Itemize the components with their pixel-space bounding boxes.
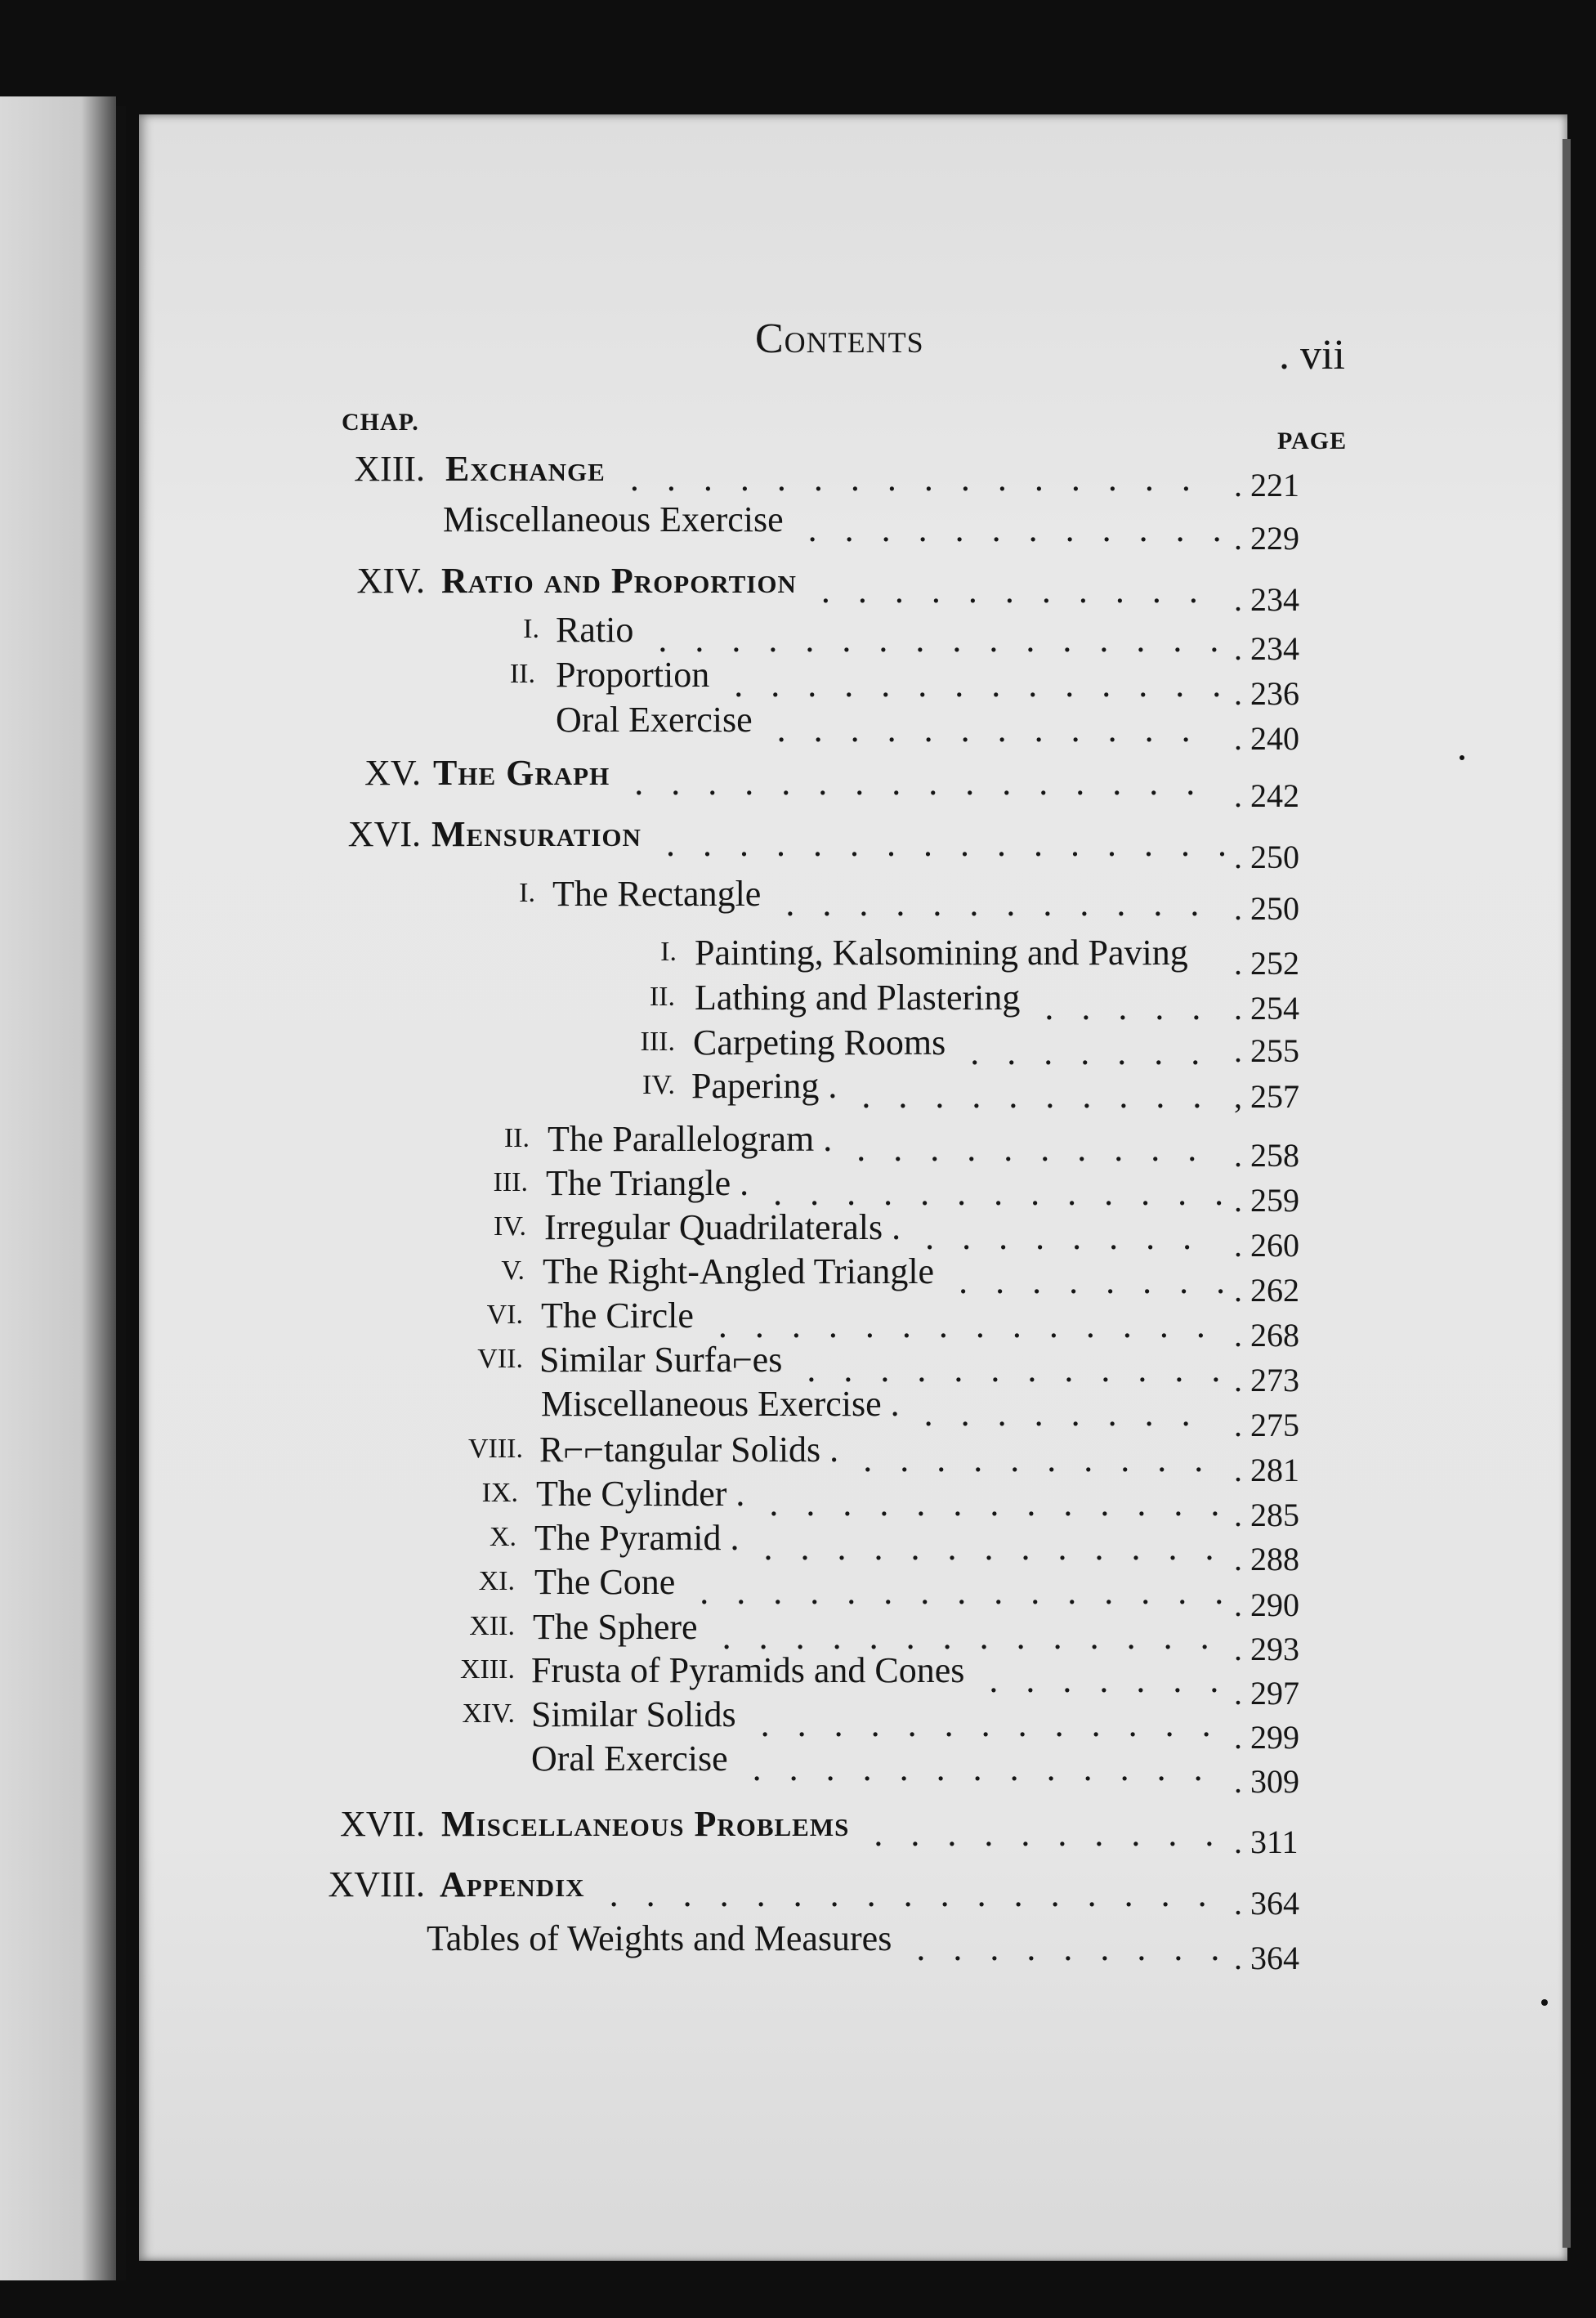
toc-entry-title: Mensuration xyxy=(431,814,642,854)
toc-entry-number: XIV. xyxy=(462,1698,515,1729)
toc-entry-page: . 252 xyxy=(1234,945,1299,982)
toc-entry-page: . 242 xyxy=(1234,777,1299,814)
toc-entry xyxy=(0,1339,1596,1398)
toc-entry-number: III. xyxy=(493,1167,528,1197)
toc-entry-page: . 259 xyxy=(1234,1182,1299,1219)
toc-entry xyxy=(0,1065,1596,1114)
toc-entry-title: The Cone xyxy=(534,1562,676,1602)
toc-entry xyxy=(0,448,1596,503)
toc-entry-title: The Graph xyxy=(433,753,610,793)
toc-entry-page: . 254 xyxy=(1234,990,1299,1027)
toc-entry-title: The Parallelogram . xyxy=(548,1119,833,1159)
toc-entry-number: XV. xyxy=(364,753,421,793)
toc-entry-number: XIII. xyxy=(354,449,425,489)
toc-entry-page: . 285 xyxy=(1234,1497,1299,1533)
toc-entry xyxy=(0,1118,1596,1174)
toc-entry xyxy=(0,1022,1596,1071)
toc-entry-number: I. xyxy=(523,614,539,644)
toc-entry-page: . 364 xyxy=(1234,1940,1299,1976)
toc-entry-title: The Triangle . xyxy=(546,1163,749,1203)
toc-entry xyxy=(0,699,1596,757)
toc-entry xyxy=(0,1251,1596,1309)
toc-entry-page: , 257 xyxy=(1234,1078,1299,1115)
leader-dots: ........ xyxy=(923,1394,1218,1434)
toc-entry-number: II. xyxy=(509,659,535,689)
toc-entry-number: VI. xyxy=(486,1300,523,1330)
toc-entry-page: . 236 xyxy=(1234,675,1299,712)
toc-entry-title: Appendix xyxy=(440,1864,585,1904)
toc-entry xyxy=(0,1694,1596,1756)
toc-entry-page: . 262 xyxy=(1234,1272,1299,1309)
toc-entry-number: XVII. xyxy=(340,1804,425,1844)
toc-entry-title: Carpeting Rooms xyxy=(693,1023,946,1063)
leader-dots: ............. xyxy=(773,1173,1252,1213)
leader-dots: .......... xyxy=(863,1439,1232,1479)
toc-entry-title: The Sphere xyxy=(533,1607,698,1647)
toc-entry-number: XIV. xyxy=(356,561,425,601)
leader-dots: ............. xyxy=(769,1483,1248,1524)
toc-entry-number: XI. xyxy=(478,1566,515,1596)
column-head-chap: CHAP. xyxy=(342,409,419,436)
leader-dots: ............. xyxy=(752,1748,1231,1788)
leader-dots: ............ xyxy=(807,1349,1249,1389)
leader-dots: ............... xyxy=(700,1572,1252,1612)
toc-entry xyxy=(0,1606,1596,1667)
toc-entry-page: . 281 xyxy=(1234,1452,1299,1488)
toc-entry-page: . 275 xyxy=(1234,1407,1299,1443)
toc-entry-number: X. xyxy=(489,1522,516,1552)
toc-entry xyxy=(0,932,1596,981)
column-head-page: PAGE xyxy=(1277,427,1348,454)
toc-entry-number: V. xyxy=(501,1255,525,1286)
running-head: Contents xyxy=(755,315,924,362)
leader-dots: ......... xyxy=(916,1928,1248,1968)
toc-entry xyxy=(0,1206,1596,1264)
toc-entry-title: Similar Solids xyxy=(531,1694,736,1734)
toc-entry-title: Frusta of Pyramids and Cones xyxy=(531,1650,965,1690)
toc-entry xyxy=(0,1517,1596,1577)
toc-entry-title: The Right-Angled Triangle xyxy=(543,1251,935,1291)
leader-dots: ............ xyxy=(785,884,1227,924)
toc-entry xyxy=(0,1473,1596,1533)
toc-entry xyxy=(0,977,1596,1026)
toc-entry-page: . 260 xyxy=(1234,1227,1299,1264)
toc-entry-title: Proportion xyxy=(556,655,710,695)
leader-dots: ........ xyxy=(925,1217,1220,1257)
page-number: . vii xyxy=(1279,332,1345,378)
toc-entry-page: . 268 xyxy=(1234,1317,1299,1354)
toc-entry-number: I. xyxy=(519,878,535,908)
leader-dots: ................ xyxy=(665,824,1254,864)
toc-entry-number: II. xyxy=(649,982,675,1012)
leader-dots: ........ xyxy=(959,1261,1254,1301)
leader-dots: ................ xyxy=(634,763,1223,803)
toc-entry xyxy=(0,1803,1596,1860)
toc-entry-page: . 234 xyxy=(1234,581,1299,618)
leader-dots: ....... xyxy=(970,1032,1228,1072)
toc-entry-title: Ratio and Proportion xyxy=(441,561,797,601)
toc-entry-title: Papering . xyxy=(691,1066,838,1106)
toc-entry-title: Lathing and Plastering xyxy=(695,978,1021,1018)
toc-entry-title: Painting, Kalsomining and Paving xyxy=(695,933,1188,973)
leader-dots: .......... xyxy=(861,1076,1230,1116)
toc-entry-title: The Rectangle xyxy=(552,874,762,914)
toc-entry-page: . 297 xyxy=(1234,1675,1299,1712)
toc-entry xyxy=(0,873,1596,927)
toc-entry-title: The Pyramid . xyxy=(534,1518,740,1558)
toc-entry xyxy=(0,752,1596,814)
toc-entry-number: IV. xyxy=(642,1070,675,1100)
leader-dots: .......... xyxy=(874,1814,1242,1854)
toc-entry-page: . 309 xyxy=(1234,1763,1299,1800)
toc-entry-title: Similar Surfa⌐es xyxy=(539,1340,783,1380)
toc-entry-page: . 234 xyxy=(1234,630,1299,667)
leader-dots: .............. xyxy=(734,665,1250,705)
leader-dots: ..... xyxy=(1044,987,1229,1027)
toc-entry-title: Exchange xyxy=(445,449,606,489)
toc-entry-page: . 293 xyxy=(1234,1631,1299,1667)
toc-entry-number: XVI. xyxy=(347,814,421,854)
toc-entry-number: I. xyxy=(660,937,677,967)
toc-entry-page: . 221 xyxy=(1234,467,1299,503)
toc-entry-page: . 290 xyxy=(1234,1586,1299,1623)
toc-entry-number: XVIII. xyxy=(328,1864,425,1904)
toc-entry-page: . 250 xyxy=(1234,839,1299,875)
leader-dots: ....... xyxy=(989,1660,1247,1700)
toc-entry-page: . 229 xyxy=(1234,520,1299,557)
leader-dots: ................ xyxy=(629,459,1218,499)
toc-entry-number: XIII. xyxy=(459,1654,515,1685)
toc-entry xyxy=(0,1649,1596,1712)
toc-entry-number: IX. xyxy=(481,1478,518,1508)
toc-entry-page: . 258 xyxy=(1234,1137,1299,1174)
leader-dots: .............. xyxy=(718,1305,1233,1345)
toc-entry-page: . 255 xyxy=(1234,1032,1299,1069)
leader-dots: ................ xyxy=(658,620,1247,660)
toc-entry xyxy=(0,1561,1596,1623)
leader-dots: ............ xyxy=(807,509,1250,549)
toc-entry xyxy=(0,1295,1596,1354)
toc-entry-title: Tables of Weights and Measures xyxy=(427,1918,892,1958)
toc-entry xyxy=(0,1917,1596,1976)
toc-entry-title: The Cylinder . xyxy=(536,1474,745,1514)
speck xyxy=(1541,1999,1548,2006)
leader-dots: .......... xyxy=(856,1129,1225,1169)
toc-entry xyxy=(0,654,1596,712)
toc-entry xyxy=(0,1429,1596,1488)
toc-entry-title: The Circle xyxy=(541,1295,694,1336)
toc-entry-title: Ratio xyxy=(556,610,634,650)
speck xyxy=(1460,755,1464,760)
toc-entry-number: III. xyxy=(640,1027,675,1057)
toc-entry-page: . 364 xyxy=(1234,1885,1299,1922)
toc-entry-page: . 288 xyxy=(1234,1541,1299,1577)
leader-dots: ............ xyxy=(776,709,1218,750)
toc-entry-title: Oral Exercise xyxy=(531,1738,728,1779)
leader-dots: ............. xyxy=(763,1528,1242,1568)
toc-entry-title: Miscellaneous Exercise . xyxy=(541,1384,900,1424)
leader-dots: .............. xyxy=(722,1617,1237,1657)
toc-entry-number: XII. xyxy=(469,1611,515,1641)
toc-entry-page: . 311 xyxy=(1234,1824,1299,1860)
toc-entry-page: . 240 xyxy=(1234,720,1299,757)
toc-entry xyxy=(0,499,1596,557)
toc-entry-number: IV. xyxy=(494,1211,526,1242)
toc-entry-page: . 299 xyxy=(1234,1719,1299,1756)
toc-entry-number: VIII. xyxy=(467,1434,523,1464)
toc-entry-title: Miscellaneous Exercise xyxy=(443,499,784,539)
toc-entry-number: VII. xyxy=(477,1344,523,1374)
toc-entry xyxy=(0,609,1596,667)
leader-dots: ........... xyxy=(820,571,1226,611)
toc-entry-title: Oral Exercise xyxy=(556,700,753,740)
toc-entry xyxy=(0,1864,1596,1922)
toc-entry xyxy=(0,560,1596,618)
leader-dots: ............. xyxy=(760,1704,1239,1744)
toc-entry-page: . 273 xyxy=(1234,1362,1299,1398)
toc-entry xyxy=(0,1383,1596,1443)
toc-entry xyxy=(0,813,1596,875)
leader-dots: ................. xyxy=(609,1874,1235,1914)
toc-entry xyxy=(0,1738,1596,1800)
toc-entry xyxy=(0,1162,1596,1219)
toc-entry-number: II. xyxy=(503,1123,530,1153)
toc-entry-page: . 250 xyxy=(1234,890,1299,927)
toc-entry-title: R⌐⌐tangular Solids . xyxy=(539,1430,839,1470)
toc-entry-title: Miscellaneous Problems xyxy=(441,1804,850,1844)
toc-entry-title: Irregular Quadrilaterals . xyxy=(544,1207,901,1247)
